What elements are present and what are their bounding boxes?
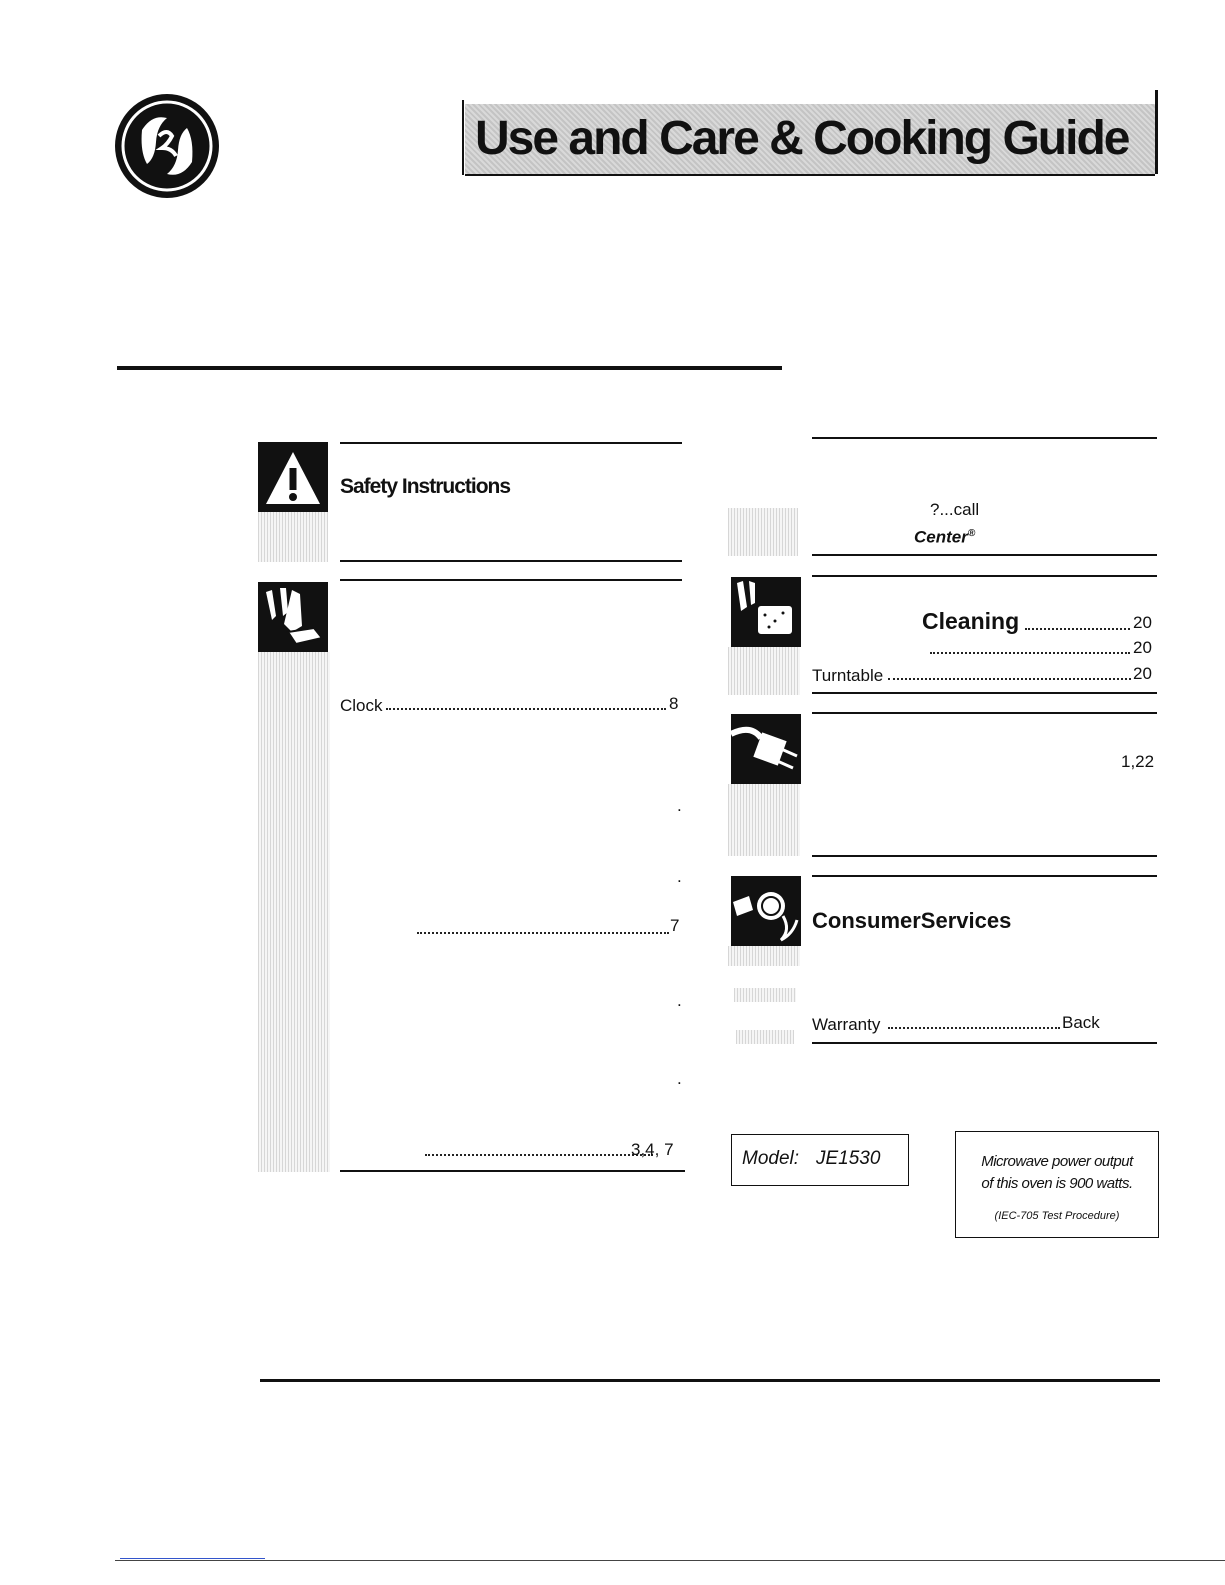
power-line-1: Microwave power output [981,1153,1133,1170]
electrical-plug-icon [731,714,801,784]
help-call-text: ?...call [930,500,980,519]
cleaning-page: 20 [1133,613,1152,632]
footer-rule [260,1379,1160,1382]
safety-instructions-label: Safety Instructions [340,475,511,498]
power-line-2: of this oven is 900 watts. [981,1175,1133,1192]
install-pages: 1,22 [1121,752,1155,771]
model-box [731,1134,909,1186]
cleaning-label: Cleaning [922,608,1020,634]
footer-link-underline [120,1558,265,1559]
model-number: JE1530 [816,1148,881,1169]
hand-pressing-pad-icon [258,582,328,652]
consumer-service-icon [731,876,801,946]
title-banner [465,104,1155,176]
cleaning-sponge-icon [731,577,801,647]
turntable-label: Turntable [812,666,884,685]
power-output-box [955,1131,1159,1238]
power-line-3: (IEC-705 Test Procedure) [994,1210,1120,1222]
turntable-page: 20 [1133,664,1152,683]
clock-label: Clock [340,696,383,715]
care-item-page: 20 [1133,638,1152,657]
ge-logo [112,92,222,200]
page-title: Use and Care & Cooking Guide [475,112,1129,165]
header-rule [117,366,782,370]
help-center-text: Center® [914,527,976,547]
last-item-pages: 3,4, 7 [631,1140,674,1159]
warranty-label: Warranty [812,1015,881,1034]
bullet-mark-1: . [677,796,682,815]
consumer-services-label: ConsumerServices [812,908,1012,933]
warning-icon [258,442,328,512]
bullet-mark-3: . [677,991,682,1010]
ge-logo-icon [112,92,222,200]
bullet-mark-4: . [677,1069,682,1088]
clock-page: 8 [669,694,679,713]
model-prefix: Model: [742,1148,800,1169]
warranty-page: Back [1062,1013,1100,1032]
item-page-7: 7 [670,916,680,935]
bullet-mark-2: . [677,867,682,886]
